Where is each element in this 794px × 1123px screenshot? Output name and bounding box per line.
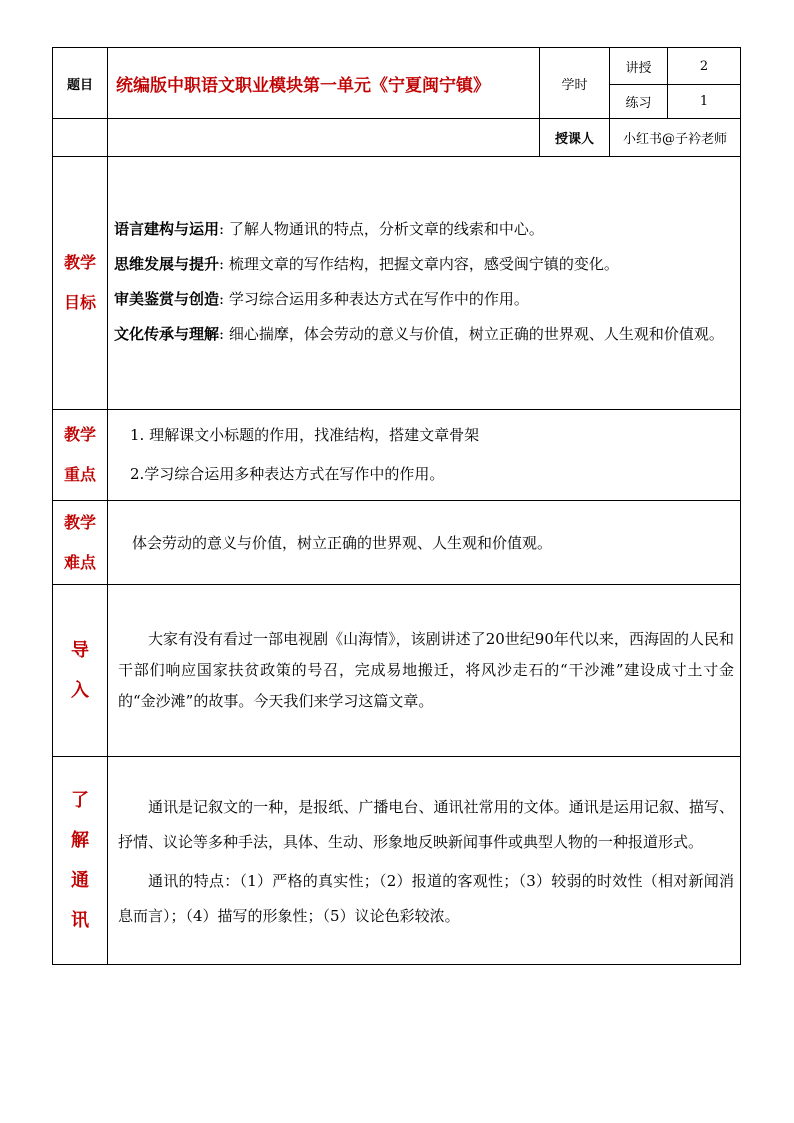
lecture-hours: 2 — [668, 48, 741, 85]
intro-label-line-2: 入 — [71, 679, 89, 701]
goals-label-line-2: 目标 — [63, 293, 96, 312]
goals-row — [53, 157, 741, 410]
key-points-label-line-2: 重点 — [63, 465, 96, 484]
goal-item: 思维发展与提升: 梳理文章的写作结构，把握文章内容，感受闽宁镇的变化。 — [114, 255, 619, 273]
tongxun-label-char: 了 — [71, 789, 89, 811]
goals-label — [53, 157, 108, 410]
key-points-label-line-1: 教学 — [63, 425, 96, 444]
goal-item: 审美鉴赏与创造: 学习综合运用多种表达方式在写作中的作用。 — [114, 290, 529, 308]
goal-item: 文化传承与理解: 细心揣摩，体会劳动的意义与价值，树立正确的世界观、人生观和价值观。 — [114, 325, 724, 343]
tongxun-label — [53, 757, 108, 965]
tongxun-paragraph: 通讯的特点：（1）严格的真实性；（2）报道的客观性；（3）较弱的时效性（相对新闻消息而言）；（4）描写的形象性；（5）议论色彩较浓。 — [118, 871, 734, 925]
tongxun-label-char: 解 — [71, 829, 89, 851]
difficulties-label-line-1: 教学 — [63, 512, 96, 532]
difficulties-label — [53, 501, 108, 585]
header-row-1 — [53, 48, 741, 85]
intro-label-line-1: 导 — [71, 639, 89, 661]
empty-cell — [53, 119, 108, 157]
intro-paragraph: 大家有没有看过一部电视剧《山海情》，该剧讲述了20世纪90年代以来，西海固的人民和干部们响应国家扶贫政策的号召，完成易地搬迁，将风沙走石的“干沙滩”建设成寸土寸金的“金沙滩”的故事。今天我们来学习这篇文章。 — [118, 630, 734, 710]
hours-label: 学时 — [540, 48, 610, 119]
difficulties-content: 体会劳动的意义与价值，树立正确的世界观、人生观和价值观。 — [108, 501, 741, 585]
lecture-label: 讲授 — [610, 48, 668, 85]
practice-label: 练习 — [610, 85, 668, 119]
tongxun-paragraph: 通讯是记叙文的一种，是报纸、广播电台、通讯社常用的文体。通讯是运用记叙、描写、抒情、议论等多种手法，具体、生动、形象地反映新闻事件或典型人物的一种报道形式。 — [118, 797, 734, 851]
difficulties-row — [53, 501, 741, 585]
tongxun-content — [108, 757, 741, 965]
lesson-title: 统编版中职语文职业模块第一单元《宁夏闽宁镇》 — [108, 48, 540, 119]
empty-cell — [108, 119, 540, 157]
key-points-label — [53, 410, 108, 501]
difficulties-label-line-2: 难点 — [63, 552, 96, 572]
goal-item: 语言建构与运用: 了解人物通讯的特点，分析文章的线索和中心。 — [114, 220, 544, 238]
intro-row — [53, 585, 741, 757]
tongxun-label-char: 讯 — [71, 909, 89, 931]
tongxun-row — [53, 757, 741, 965]
tongxun-label-char: 通 — [71, 869, 89, 891]
goals-label-line-1: 教学 — [63, 253, 96, 272]
intro-content — [108, 585, 741, 757]
key-point-item: 1. 理解课文小标题的作用，找准结构，搭建文章骨架 — [130, 426, 480, 444]
practice-hours: 1 — [668, 85, 741, 119]
key-point-item: 2.学习综合运用多种表达方式在写作中的作用。 — [130, 465, 445, 483]
header-row-3 — [53, 119, 741, 157]
key-points-content — [108, 410, 741, 501]
teacher-name: 小红书@子衿老师 — [610, 119, 741, 157]
topic-label: 题目 — [53, 48, 108, 119]
goals-content — [108, 157, 741, 410]
lesson-plan-sheet — [52, 47, 740, 965]
key-points-row — [53, 410, 741, 501]
teacher-label: 授课人 — [540, 119, 610, 157]
intro-label — [53, 585, 108, 757]
lesson-plan-table — [52, 47, 741, 965]
